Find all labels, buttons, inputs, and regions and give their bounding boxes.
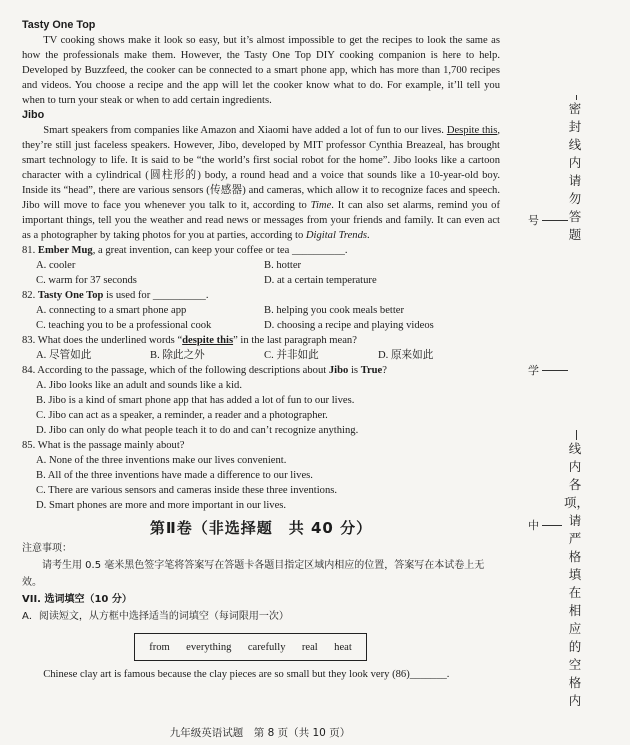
jibo-paragraph: Smart speakers from companies like Amazon and Xiaomi have added a lot of fun to our lives. Despite this, they’re still just faceless speakers. However, Jibo, developed by MIT professor Cynthia Breazeal, has brought smart technology to life. It is said to be “the world’s first social robot for the home”. Jibo looks like a cartoon character with a cylindrical (圆柱形的) body, a round head and a voice that sounds like a 10-year-old boy. Inside its “head”, there are various sensors (传感器) and cameras, which allow it to recognize faces and speech. Jibo will move to face you whenever you talk to it, according to Time. It can also set alarms, remind you of important things, tell you the weather and read news or messages from your friends and family. It can even act as a photographer by taking photos for you at parties, according to Digital Trends. [22, 125, 500, 241]
notice-label: 注意事项： [22, 543, 72, 554]
underlined-phrase: Despite this [446, 125, 498, 136]
tasty-paragraph: TV cooking shows make it look so easy, but it’s almost impossible to get the recipes to look the same as how the professionals make them. However, the Tasty One Top DIY cooking companion is here to help. Developed by Buzzfeed, the cooker can be connected to a smart phone app, which has more than 1,700 recipes and videos. You choose a recipe and the app will let the cooker know what to do. For example, it’ll tell you when to turn your steak or when to add certain ingredients. [22, 35, 500, 106]
seal-blank-top [542, 220, 568, 221]
word-option: carefully [247, 641, 286, 653]
q85-option-a: A. None of the three inventions make our lives convenient. [36, 455, 287, 466]
word-box [134, 633, 367, 661]
seal-label-bottom: 中 [528, 519, 539, 532]
q81-options-cd: C. warm for 37 seconds D. at a certain temperature [36, 275, 377, 286]
word-option: heat [334, 641, 352, 653]
section-2-title: 第Ⅱ卷（非选择题 共 40 分） [149, 519, 373, 537]
q84-option-d: D. Jibo can only do what people teach it to do and can’t recognize anything. [36, 425, 359, 436]
q84-option-b: B. Jibo is a kind of smart phone app that has added a lot of fun to our lives. [36, 395, 355, 406]
seal-text-top: 密封线内请勿答题 [564, 100, 586, 244]
q81-options-ab: A. cooler B. hotter [36, 260, 302, 271]
seal-label-mid: 学 [528, 364, 539, 377]
q82-options-ab: A. connecting to a smart phone app B. helping you cook meals better [36, 305, 405, 316]
question-84: 84. According to the passage, which of the following descriptions about Jibo is True? [22, 365, 387, 376]
q85-option-b: B. All of the three inventions have made a difference to our lives. [36, 470, 313, 481]
q85-option-c: C. There are various sensors and cameras inside these three inventions. [36, 485, 338, 496]
page-footer: 九年级英语试题 第 8 页（共 10 页） [169, 727, 351, 739]
seal-blank-mid [542, 370, 568, 371]
seal-margin [522, 0, 630, 745]
exam-page-content [22, 18, 500, 682]
question-81: 81. Ember Mug, a great invention, can keep your coffee or tea __________. [22, 245, 348, 256]
jibo-heading: Jibo [22, 109, 45, 121]
q82-options-cd: C. teaching you to be a professional cook D. choosing a recipe and playing videos [36, 320, 434, 331]
tasty-heading: Tasty One Top [22, 19, 96, 31]
seal-blank-bottom [542, 525, 562, 526]
seal-text-bottom: 线内各项，请严格填在相应的空格内 [564, 441, 590, 708]
word-option: everything [186, 641, 232, 653]
question-85: 85. What is the passage mainly about? [22, 440, 185, 451]
q84-option-a: A. Jibo looks like an adult and sounds like a kid. [36, 380, 242, 391]
notice-text: 请考生用 0.5 毫米黑色签字笔将答案写在答题卡各题目指定区域内相应的位置，答案写在本试卷上无效。 [22, 560, 485, 588]
seal-label-top: 号 [528, 214, 539, 227]
q84-option-c: C. Jibo can act as a speaker, a reminder, a reader and a photographer. [36, 410, 328, 421]
part-7-instruction: A．阅读短文，从方框中选择适当的词填空（每词限用一次） [22, 611, 289, 622]
word-option: from [149, 641, 170, 653]
question-82: 82. Tasty One Top is used for __________. [22, 290, 209, 301]
passage-sentence: Chinese clay art is famous because the clay pieces are so small but they look very (86)_______. [43, 669, 450, 680]
q85-option-d: D. Smart phones are more and more important in our lives. [36, 500, 287, 511]
part-7-title: VII. 选词填空（10 分） [22, 594, 132, 605]
q83-options: A. 尽管如此 B. 除此之外 C. 并非如此 D. 原来如此 [36, 350, 434, 361]
question-83: 83. What does the underlined words “despite this” in the last paragraph mean? [22, 335, 357, 346]
word-option: real [301, 641, 318, 653]
